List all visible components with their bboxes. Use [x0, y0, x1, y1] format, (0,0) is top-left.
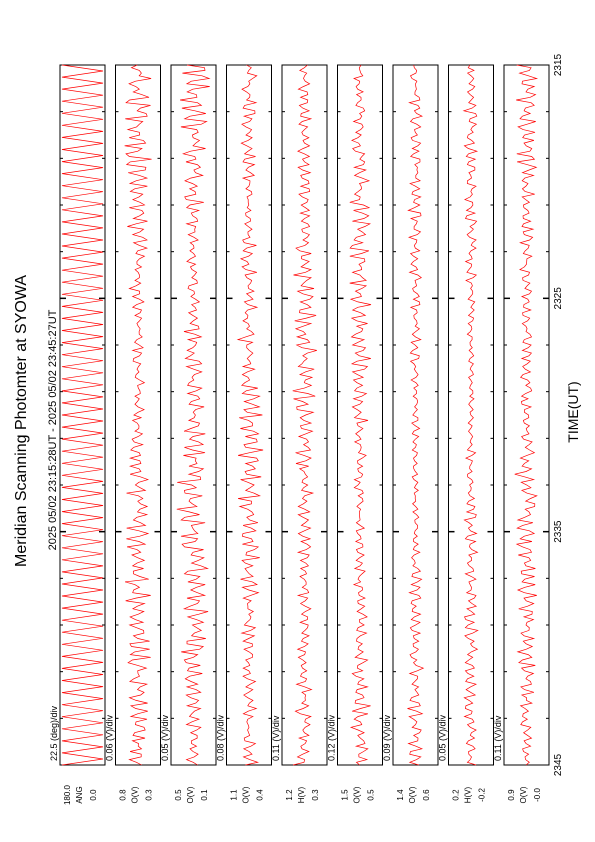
panel-8 [438, 65, 494, 803]
panel-frame [227, 65, 272, 765]
panel-name-label: O(V) [352, 786, 362, 804]
panel-name-label: ANG [75, 786, 84, 804]
figure-subtitle: 2025 05/02 23:15:28UT - 2025 05/02 23:45:27UT [47, 309, 59, 551]
panel-group [49, 65, 549, 805]
panel-scale-label: 0.11 (V)/div [271, 715, 281, 761]
y-tick-label: 0.3 [144, 789, 154, 801]
y-tick-label: 0.0 [89, 789, 98, 801]
panel-scale-label: 0.06 (V)/div [104, 714, 115, 761]
panel-frame [116, 65, 161, 765]
panel-frame [60, 65, 105, 765]
panel-scale-label: 22.5 (deg)/div [49, 705, 59, 761]
series-line [125, 65, 152, 765]
y-tick-label: 0.4 [255, 789, 265, 801]
y-tick-label: -0.2 [477, 788, 487, 802]
panel-frame [282, 65, 327, 765]
y-tick-label: -0.0 [533, 788, 542, 802]
y-tick-label: 0.8 [118, 789, 128, 801]
series-line [238, 65, 263, 765]
panel-5 [271, 65, 327, 803]
panel-6 [327, 65, 383, 803]
panel-9 [493, 65, 549, 803]
x-axis-label: TIME(UT) [565, 381, 581, 443]
series-line [464, 65, 478, 765]
x-tick-label: 2345 [553, 753, 564, 777]
panel-scale-label: 0.08 (V)/div [215, 714, 226, 761]
panel-name-label: O(V) [408, 786, 417, 804]
x-tick-label: 2335 [553, 520, 564, 543]
series-line [350, 65, 371, 765]
panel-scale-label: 0.12 (V)/div [326, 714, 337, 761]
series-line [293, 65, 317, 765]
panel-frame [393, 65, 438, 765]
y-tick-label: 1.5 [340, 789, 350, 801]
y-tick-label: 0.1 [200, 789, 209, 801]
panel-name-label: H(V) [297, 786, 306, 804]
panel-scale-label: 0.05 (V)/div [437, 714, 448, 761]
panel-name-label: H(V) [463, 786, 473, 804]
series-line [62, 65, 103, 765]
series-line [177, 65, 210, 765]
y-tick-label: 180.0 [63, 784, 72, 806]
x-tick-label: 2325 [553, 287, 564, 310]
panel-name-label: O(V) [241, 786, 251, 804]
panel-name-label: O(V) [130, 786, 140, 804]
y-tick-label: 1.4 [396, 789, 405, 801]
y-tick-label: 0.6 [422, 789, 431, 801]
x-tick-labels [553, 53, 564, 776]
y-tick-label: 0.2 [451, 789, 461, 801]
panel-frame [504, 65, 549, 765]
y-tick-label: 0.5 [174, 789, 183, 801]
panel-frame [338, 65, 383, 765]
y-tick-label: 0.3 [311, 789, 320, 801]
x-tick-label: 2315 [553, 53, 564, 77]
series-line [408, 65, 424, 765]
figure-title: Meridian Scanning Photomter at SYOWA [13, 275, 30, 567]
panel-4 [216, 65, 272, 803]
panel-scale-label: 0.11 (V)/div [493, 715, 503, 761]
panel-scale-label: 0.05 (V)/div [160, 714, 170, 761]
panel-name-label: O(V) [519, 786, 528, 804]
y-tick-label: 0.9 [507, 789, 516, 801]
y-tick-label: 1.1 [229, 789, 239, 801]
panel-scale-label: 0.09 (V)/div [382, 714, 392, 761]
panel-2 [105, 65, 161, 803]
y-tick-label: 1.2 [285, 789, 294, 801]
panel-3 [160, 65, 216, 803]
y-tick-label: 0.5 [366, 789, 376, 801]
series-line [515, 65, 537, 765]
panel-7 [382, 65, 438, 803]
panel-name-label: O(V) [186, 786, 195, 804]
